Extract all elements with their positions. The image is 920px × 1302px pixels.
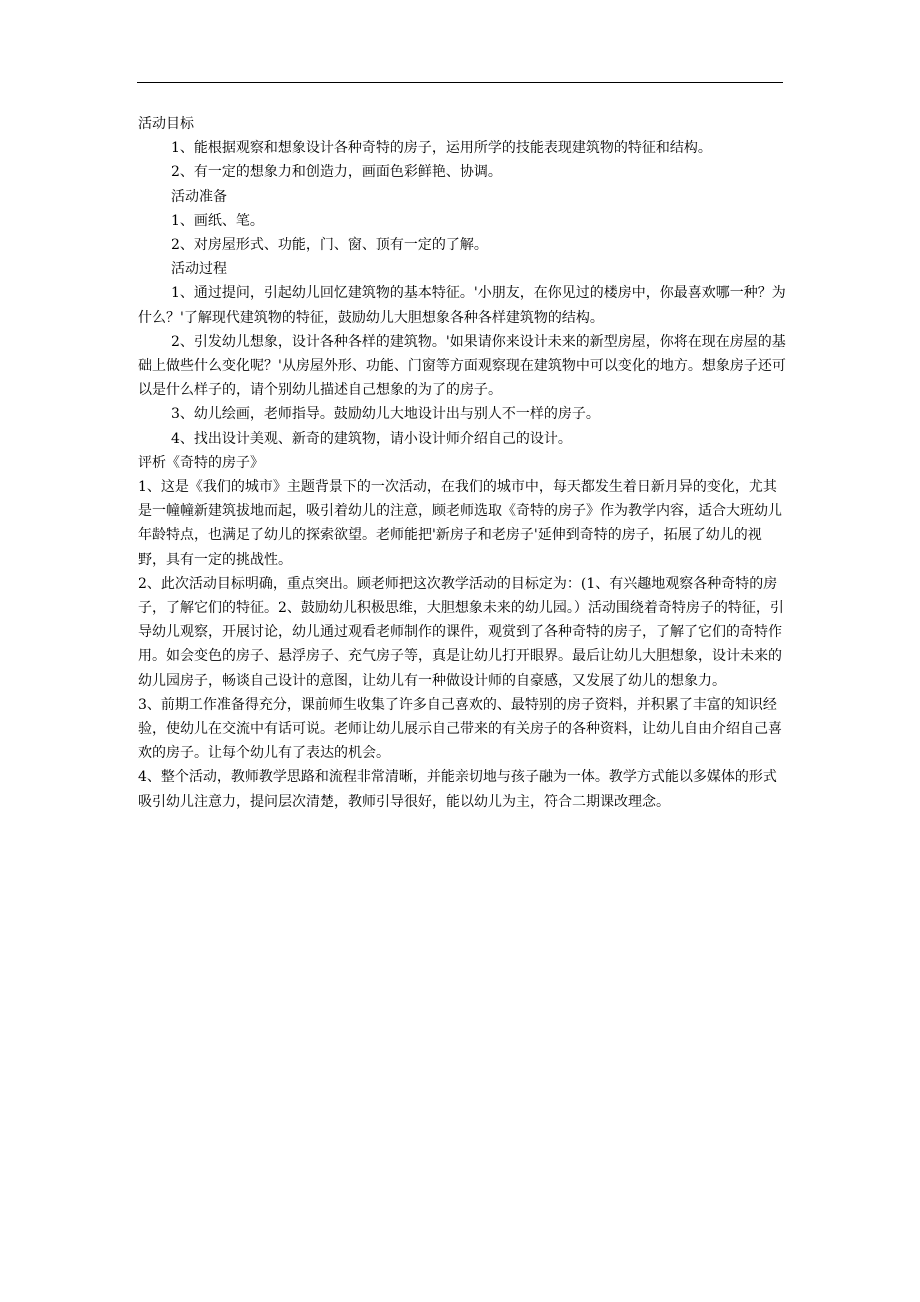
document-body [138, 112, 788, 814]
process-item: 2、引发幼儿想象，设计各种各样的建筑物。'如果请你来设计未来的新型房屋，你将在现在房屋的基础上做些什么变化呢？'从房屋外形、功能、门窗等方面观察现在建筑物中可以变化的地方。想象房子还可以是什么样子的，请个别幼儿描述自己想象的为了的房子。 [138, 333, 786, 399]
header-rule [137, 82, 783, 83]
section-heading-process: 活动过程 [171, 261, 227, 278]
preparation-item: 1、画纸、笔。 [171, 212, 264, 229]
review-item: 3、前期工作准备得充分，课前师生收集了许多自己喜欢的、最特别的房子资料，并积累了丰富的知识经验，使幼儿在交流中有话可说。老师让幼儿展示自己带来的有关房子的各种资料，让幼儿自由介绍自己喜欢的房子。让每个幼儿有了表达的机会。 [138, 696, 782, 762]
process-item: 3、幼儿绘画，老师指导。鼓励幼儿大地设计出与别人不一样的房子。 [171, 406, 600, 423]
process-item: 1、通过提问，引起幼儿回忆建筑物的基本特征。'小朋友，在你见过的楼房中，你最喜欢哪一种？为什么？'了解现代建筑物的特征，鼓励幼儿大胆想象各种各样建筑物的结构。 [138, 285, 786, 326]
review-item: 1、这是《我们的城市》主题背景下的一次活动，在我们的城市中，每天都发生着日新月异的变化，尤其是一幢幢新建筑拔地而起，吸引着幼儿的注意，顾老师选取《奇特的房子》作为教学内容，适合大班幼儿年龄特点，也满足了幼儿的探索欲望。老师能把'新房子和老房子'延伸到奇特的房子，拓展了幼儿的视野，具有一定的挑战性。 [138, 479, 782, 568]
preparation-item: 2、对房屋形式、功能，门、窗、顶有一定的了解。 [171, 237, 488, 254]
section-heading-goals: 活动目标 [138, 116, 194, 132]
review-heading: 评析《奇特的房子》 [138, 454, 264, 471]
process-item: 4、找出设计美观、新奇的建筑物，请小设计师介绍自己的设计。 [171, 430, 572, 447]
goal-item: 2、有一定的想象力和创造力，画面色彩鲜艳、协调。 [171, 164, 502, 181]
review-item: 2、此次活动目标明确，重点突出。顾老师把这次教学活动的目标定为：(1、有兴趣地观察各种奇特的房子，了解它们的特征。2、鼓励幼儿积极思维，大胆想象未来的幼儿园。）活动围绕着奇特房子的特征，引导幼儿观察，开展讨论，幼儿通过观看老师制作的课件，观赏到了各种奇特的房子，了解了它们的奇特作用。如会变色的房子、悬浮房子、充气房子等，真是让幼儿打开眼界。最后让幼儿大胆想象，设计未来的幼儿园房子，畅谈自己设计的意图，让幼儿有一种做设计师的自豪感，又发展了幼儿的想象力。 [138, 575, 784, 689]
goal-item: 1、能根据观察和想象设计各种奇特的房子，运用所学的技能表现建筑物的特征和结构。 [171, 140, 712, 157]
review-item: 4、整个活动，教师教学思路和流程非常清晰，并能亲切地与孩子融为一体。教学方式能以多媒体的形式吸引幼儿注意力，提问层次清楚，教师引导很好，能以幼儿为主，符合二期课改理念。 [138, 769, 777, 810]
section-heading-preparation: 活动准备 [171, 188, 227, 205]
